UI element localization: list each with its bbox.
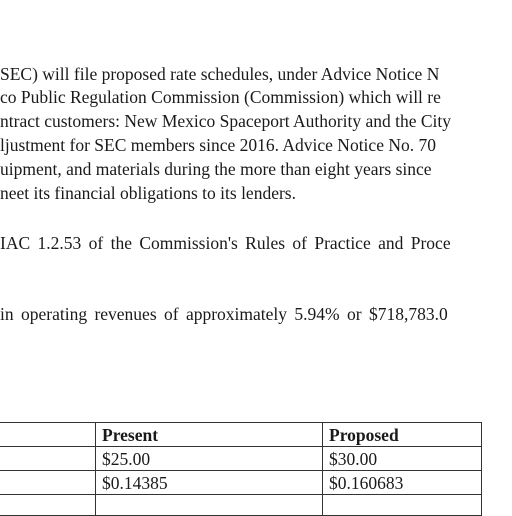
table-cell xyxy=(96,495,323,516)
table-cell: $30.00 xyxy=(323,447,482,471)
table-cell: $25.00 xyxy=(96,447,323,471)
table-cell: $0.14385 xyxy=(96,471,323,495)
paragraph-1-line-1: SEC) will file proposed rate schedules, under Advice Notice N xyxy=(0,64,440,84)
rate-comparison-table xyxy=(0,422,482,516)
table-row xyxy=(0,471,482,495)
paragraph-2: IAC 1.2.53 of the Commission's Rules of Practice and Proce xyxy=(0,233,451,253)
table-cell: $0.160683 xyxy=(323,471,482,495)
table-cell xyxy=(323,495,482,516)
paragraph-3: in operating revenues of approximately 5.94% or $718,783.0 xyxy=(0,304,448,324)
table-row xyxy=(0,447,482,471)
table-cell xyxy=(0,471,96,495)
paragraph-1-line-6: neet its financial obligations to its lenders. xyxy=(0,183,296,203)
table-header-proposed: Proposed xyxy=(323,423,482,447)
table-header-cell xyxy=(0,423,96,447)
table-header-row xyxy=(0,423,482,447)
table-header-present: Present xyxy=(96,423,323,447)
paragraph-1-line-5: uipment, and materials during the more than eight years since xyxy=(0,159,432,179)
paragraph-1-line-3: ntract customers: New Mexico Spaceport Authority and the City xyxy=(0,111,452,131)
table-cell xyxy=(0,447,96,471)
table-cell xyxy=(0,495,96,516)
paragraph-1-line-2: co Public Regulation Commission (Commission) which will re xyxy=(0,87,441,107)
paragraph-1-line-4: ljustment for SEC members since 2016. Advice Notice No. 70 xyxy=(0,135,436,155)
table-row xyxy=(0,495,482,516)
